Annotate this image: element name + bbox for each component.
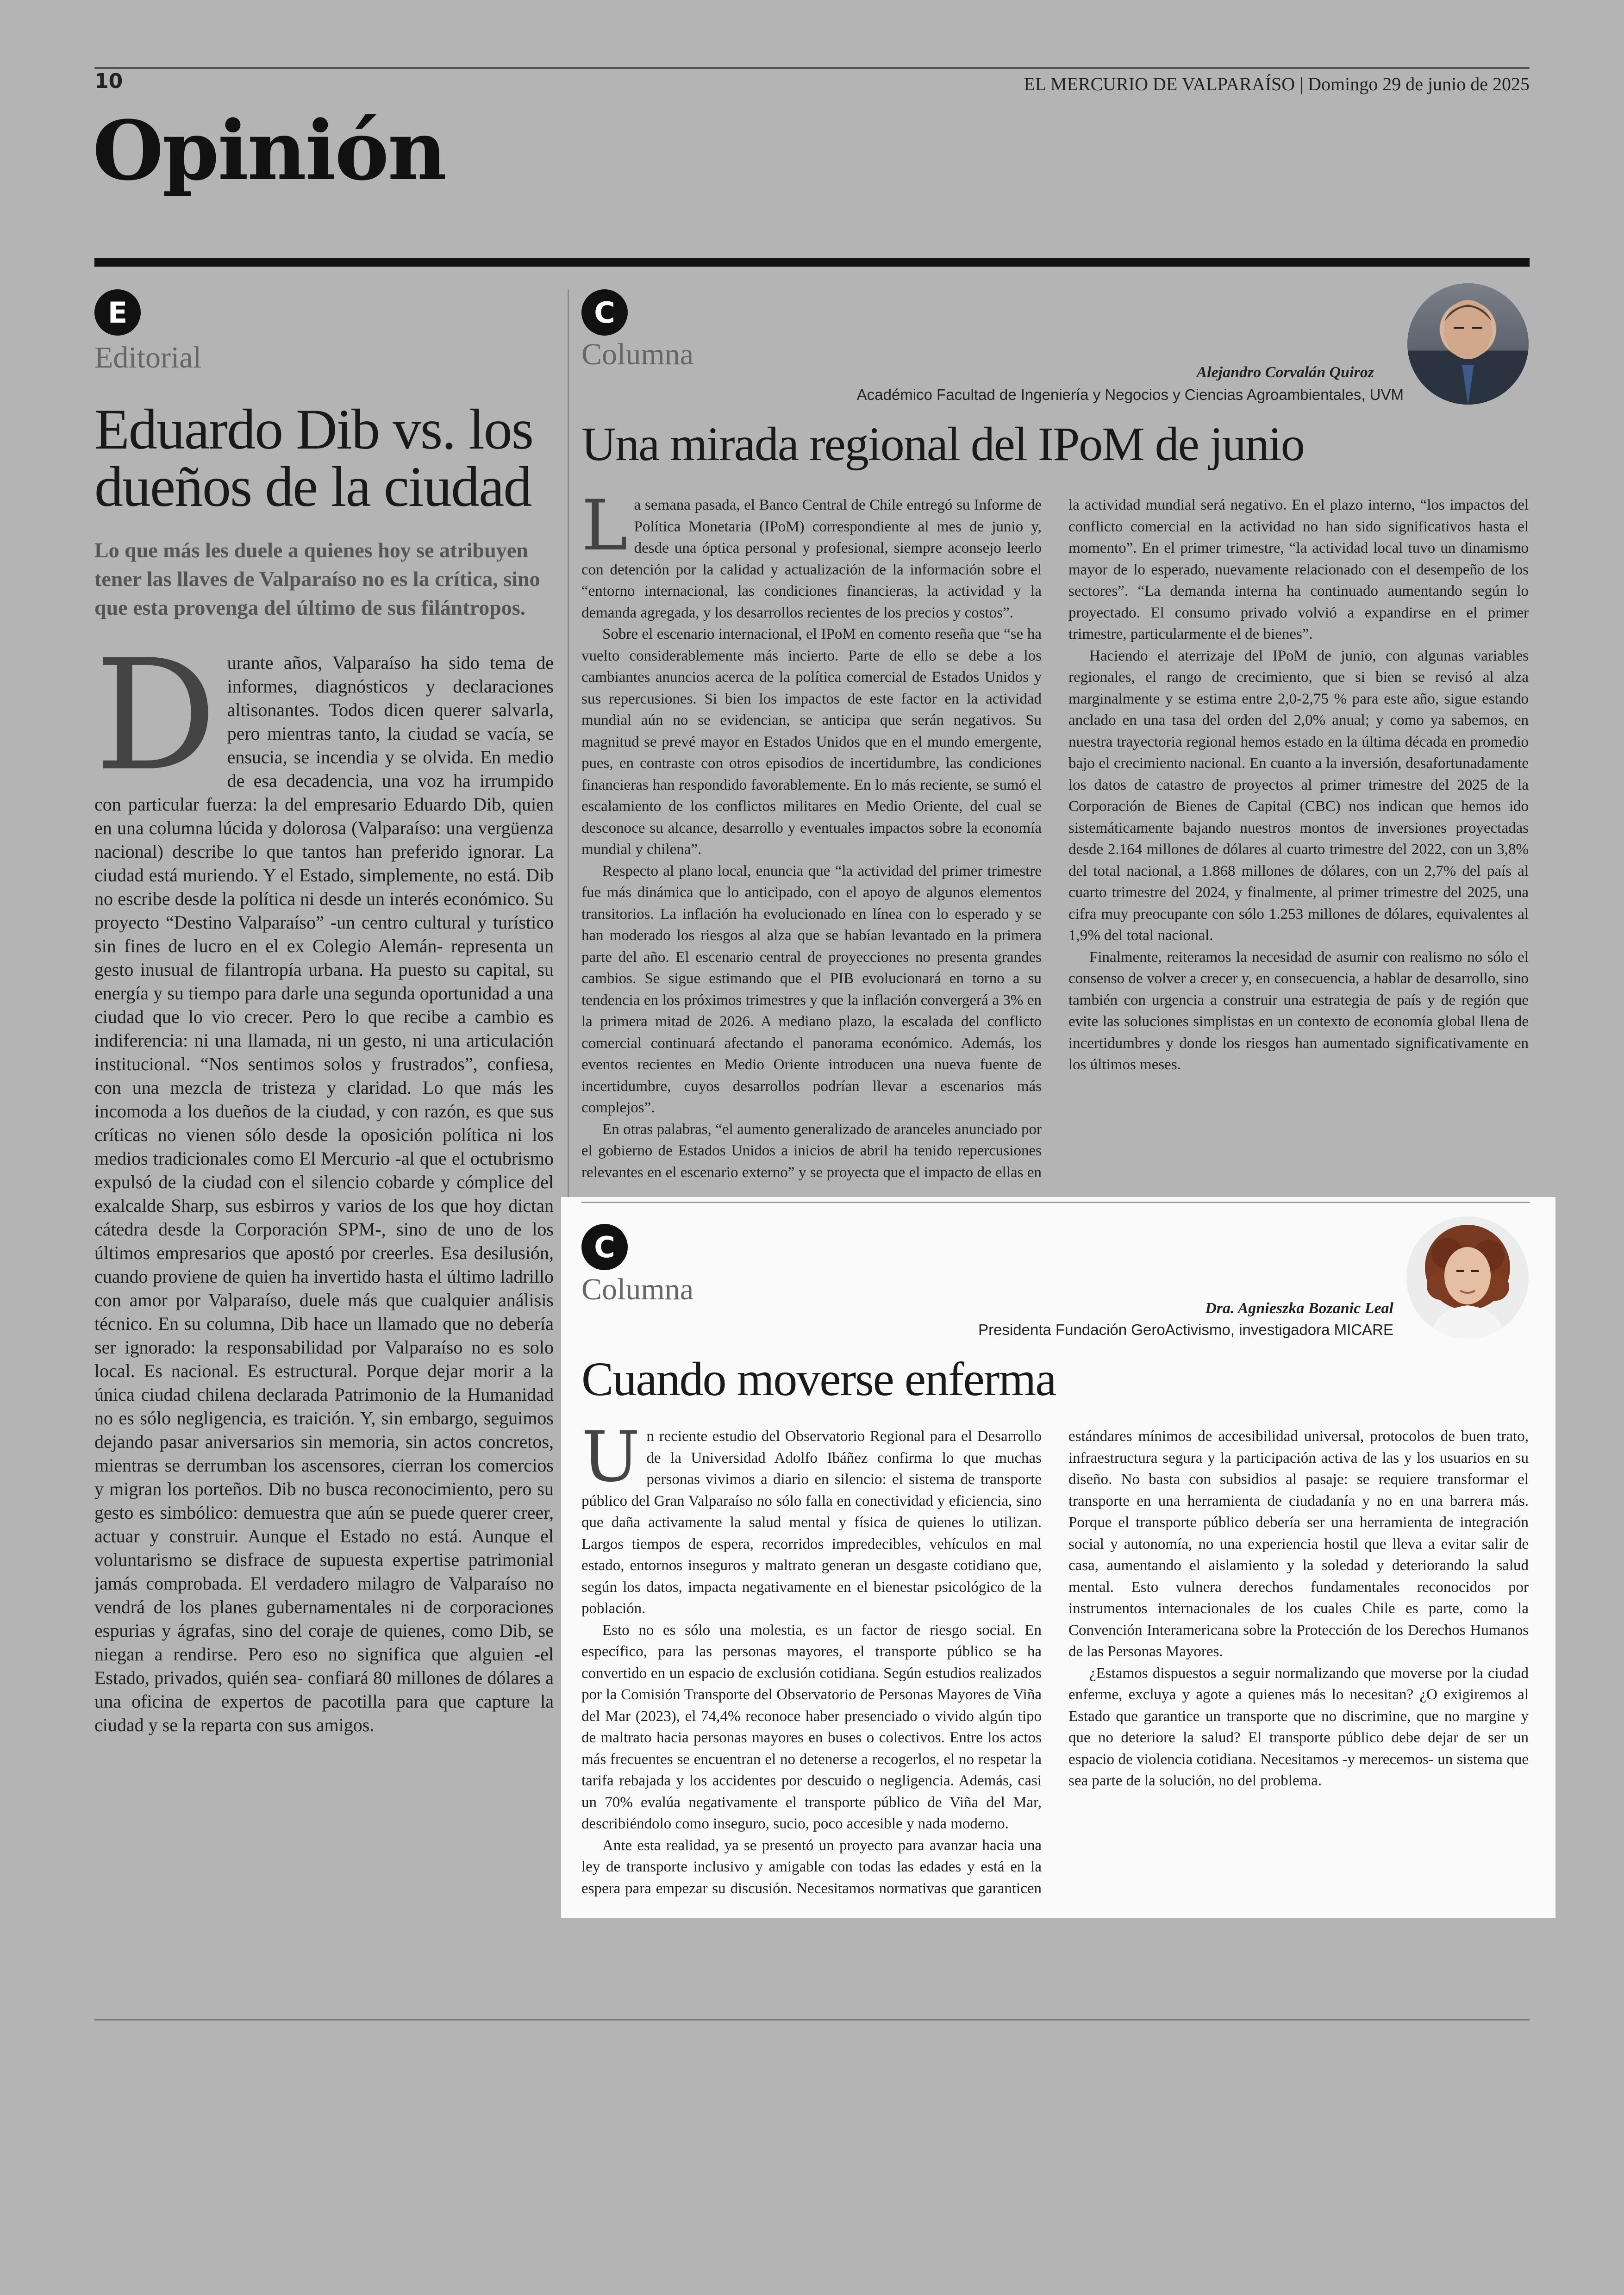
section-rule [94, 258, 1530, 267]
column1-paragraph: Sobre el escenario internacional, el IPoM en comento reseña que “se ha vuelto considerablemente más incierto. Parte de ello se debe a los cambiantes anuncios acerca de la política comercial de Estados Unidos y sus repercusiones. Si bien los impactos de este factor en la actividad mundial aún no se evidencian, se anticipa que serán negativos. Su magnitud se prevé mayor en Estados Unidos que en el mundo emergente, pues, en contraste con otros episodios de incertidumbre, las condiciones financieras han respondido favorablemente. En lo más reciente, se sumó el escalamiento de los conflictos militares en Medio Oriente, del cual se desconoce su alcance, desarrollo y eventuales impactos sobre la economía mundial y chilena”. [581, 626, 1042, 858]
column1-paragraph: En otras palabras, “el aumento generalizado de aranceles anunciado por el gobierno de Estados Unidos a inicios de abril ha tenido repercusiones relevantes en el escenario externo” y se proyecta que el impacto de ellas en la actividad mundial será negativo. En el plazo interno, “los impactos del conflicto comercial en la actividad no han sido significativos hasta el momento”. En el primer trimestre, “la actividad local tuvo un dinamismo mayor de lo esperado, nuevamente relacionado con el desempeño de los sectores”. “La demanda interna ha continuado aumentando según lo proyectado. El consumo privado volvió a expandirse en el primer trimestre, particularmente el de bienes”. [581, 497, 1529, 1181]
editorial-deck: Lo que más les duele a quienes hoy se atribuyen tener las llaves de Valparaíso no es la crítica, sino que esta provenga del último de sus filántropos. [94, 538, 540, 619]
man-portrait-icon [1407, 283, 1529, 405]
column1-author-name: Alejandro Corvalán Quiroz [1196, 364, 1374, 381]
column1-body [581, 486, 1529, 1198]
column2-paragraph: n reciente estudio del Observatorio Regional para el Desarrollo de la Universidad Adolfo Ibáñez confirma lo que muchas personas vivimos a diario en silencio: el sistema de transporte público del Gran Valparaíso no sólo falla en conectividad y eficiencia, sino que daña activamente la salud mental y física de quienes lo utilizan. Largos tiempos de espera, recorridos impredecibles, vehículos en mal estado, entornos inseguros y maltrato generan un desgaste cotidiano que, según los datos, impacta negativamente en el bienestar psicológico de la población. [581, 1428, 1042, 1617]
column1-kicker: Columna [581, 337, 693, 371]
column2-author-role: Presidenta Fundación GeroActivismo, investigadora MICARE [978, 1321, 1393, 1338]
panel-top-rule [581, 1202, 1530, 1203]
column2-badge: C [581, 1224, 628, 1270]
editorial-paragraph: urante años, Valparaíso ha sido tema de informes, diagnósticos y declaraciones altisonantes. Todos dicen querer salvarla, pero mientras tanto, la ciudad se vacía, se ensucia, se incendia y se olvida. En medio de esa decadencia, una voz ha irrumpido con particular fuerza: la del empresario Eduardo Dib, quien en una columna lúcida y dolorosa (Valparaíso: una vergüenza nacional) describe lo que tantos han preferido ignorar. La ciudad está muriendo. Y el Estado, simplemente, no está. Dib no escribe desde la política ni desde un interés económico. Su proyecto “Destino Valparaíso” -un centro cultural y turístico sin fines de lucro en el ex Colegio Alemán- representa un gesto inusual de filantropía urbana. Ha puesto su capital, su energía y su tiempo para darle una segunda oportunidad a una ciudad que lo vio crecer. Pero lo que recibe a cambio es indiferencia: ni una llamada, ni un gesto, ni una articulación institucional. “Nos sentimos solos y frustrados”, confiesa, con una mezcla de tristeza y claridad. Lo que más les incomoda a los dueños de la ciudad, y con razón, es que sus críticas no vienen sólo desde la oposición política ni los medios tradicionales como El Mercurio -al que el octubrismo expulsó de la ciudad con el silencio cobarde y cómplice del exalcalde Sharp, sus esbirros y varios de los que hoy dictan cátedra desde la Corporación SPM-, sino de uno de los últimos empresarios que apostó por creerles. Esa desilusión, cuando proviene de quien ha invertido hasta el último ladrillo con amor por Valparaíso, duele más que cualquier análisis técnico. En su columna, Dib hace un llamado que no debería ser ignorado: la responsabilidad por Valparaíso no es solo local. Es nacional. Es estructural. Porque dejar morir a la única ciudad chilena declarada Patrimonio de la Humanidad no es sólo negligencia, es traición. Y, sin embargo, seguimos dejando pasar aniversarios sin memoria, sin actos concretos, mientras se derrumban los ascensores, cierran los comercios y migran los porteños. Dib no busca reconocimiento, pero su gesto es simbólico: demuestra que aún se puede querer creer, actuar y construir. Aunque el Estado no está. Aunque el voluntarismo se disfrace de supuesta expertise patrimonial jamás comprobada. El verdadero milagro de Valparaíso no vendrá de los planes gubernamentales ni de corporaciones espurias y ágrafas, sino del coraje de quienes, como Dib, se niegan a rendirse. Pero eso no significa que alguien -el Estado, privados, quién sea- confiará 80 millones de dólares a una oficina de expertos de pacotilla para que capture la ciudad y se la reparta con sus amigos. [94, 652, 554, 1735]
woman-portrait-icon [1406, 1216, 1529, 1339]
column2-body [581, 1417, 1529, 1907]
editorial-badge: E [94, 289, 141, 336]
column2-paragraph: Esto no es sólo una molestia, es un factor de riesgo social. En específico, para las personas mayores, el transporte público se ha convertido en un espacio de exclusión cotidiana. Según estudios realizados por la Comisión Transporte del Observatorio de Personas Mayores de Viña del Mar (2023), el 74,4% reconoce haber presenciado o vivido algún tipo de maltrato hacia personas mayores en buses o colectivos. Entre los actos más frecuentes se encuentran el no detenerse a recogerlos, el no respetar la tarifa rebajada y los accidentes por descuido o negligencia. Además, casi un 70% evalúa negativamente el transporte público de Viña del Mar, describiéndolo como inseguro, sucio, poco accesible y nada moderno. [581, 1621, 1042, 1832]
editorial-kicker: Editorial [94, 341, 201, 374]
column1-author-role: Académico Facultad de Ingeniería y Negocios y Ciencias Agroambientales, UVM [856, 386, 1404, 403]
page-number: 10 [94, 69, 123, 93]
section-title: Opinión [93, 103, 446, 199]
column1-paragraph: Respecto al plano local, enuncia que “la actividad del primer trimestre fue más dinámica que lo anticipado, con el apoyo de algunos elementos transitorios. La inflación ha evolucionado en línea con lo esperado y se han moderado los riesgos al alza que se habían levantado en la primera parte del año. El escenario central de proyecciones no presenta grandes cambios. Se sigue estimando que el PIB evolucionará en torno a su tendencia en los próximos trimestres y que la inflación convergerá a 3% en la primera mitad de 2026. A mediano plazo, la escalada del conflicto comercial continuará afectando el panorama económico. Además, los eventos recientes en Medio Oriente introducen una nueva fuente de incertidumbre, cuyos desarrollos podrían llevar a escenarios más complejos”. [581, 862, 1042, 1116]
top-rule [94, 67, 1530, 69]
editorial-dropcap: D [94, 651, 217, 804]
column1-headline: Una mirada regional del IPoM de junio [581, 418, 1304, 471]
column1-paragraph: Haciendo el aterrizaje del IPoM de junio, con algunas variables regionales, el rango de crecimiento, que si bien se revisó al alza marginalmente y se estima entre 2,0-2,75 % para este año, sigue estando anclado en una tasa del orden del 2,0% anual; y como ya sabemos, en nuestra trayectoria regional hemos estado en la última década en promedio bajo el crecimiento nacional. En cuanto a la inversión, desafortunadamente los datos de catastro de proyectos al primer trimestre del 2025 de la Corporación de Bienes de Capital (CBC) nos indican que hemos ido sistemáticamente bajando nuestros montos de inversiones proyectadas desde 2.164 millones de dólares al cuarto trimestre del 2022, con un 3,8% del total nacional, a 1.868 millones de dólares, con un 2,7% del país al cuarto trimestre del 2024, y finalmente, al primer trimestre del 2025, una cifra muy preocupante con sólo 1.253 millones de dólares, equivalentes al 1,9% del total nacional. [1068, 647, 1529, 944]
column2-kicker: Columna [581, 1272, 693, 1306]
bottom-rule [94, 2019, 1530, 2021]
column2-dropcap: U [581, 1417, 640, 1497]
column1-author-photo [1407, 283, 1529, 405]
column2-paragraph: ¿Estamos dispuestos a seguir normalizando que moverse por la ciudad enferme, excluya y agote a quienes más lo necesitan? ¿O exigiremos al Estado que garantice un transporte que no discrimine, que no margine y que no deteriore la salud? El transporte público debe dejar de ser un espacio de violencia cotidiana. Necesitamos -y merecemos- un sistema que sea parte de la solución, no del problema. [1068, 1665, 1529, 1789]
column2-author-photo [1406, 1216, 1529, 1339]
column2-headline: Cuando moverse enferma [581, 1353, 1056, 1406]
column1-badge: C [581, 289, 628, 336]
column2-paragraph: Ante esta realidad, ya se presentó un proyecto para avanzar hacia una ley de transporte inclusivo y amigable con todas las edades y está en la espera para empezar su discusión. Necesitamos normativas que garanticen estándares mínimos de accesibilidad universal, protocolos de buen trato, infraestructura segura y la participación activa de las y los usuarios en su diseño. No basta con subsidios al pasaje: se requiere transformar el transporte en una herramienta de ciudadanía y no en una barrera más. Porque el transporte público debería ser una herramienta de integración social y autonomía, no una experiencia hostil que lleva a evitar salir de casa, aumentando el aislamiento y la soledad y deteriorando la salud mental. Esto vulnera derechos fundamentales reconocidos por instrumentos internacionales de los cuales Chile es parte, como la Convención Interamericana sobre la Protección de los Derechos Humanos de las Personas Mayores. [581, 1428, 1529, 1897]
column1-paragraph: a semana pasada, el Banco Central de Chile entregó su Informe de Política Monetaria (IPoM) correspondiente al mes de junio y, desde una óptica personal y profesional, siempre aconsejo leerlo con detención por la calidad y actualización de la información sobre el “entorno internacional, las condiciones financieras, la actividad y la demanda agregada, y los desarrollos recientes de los precios y costos”. [581, 497, 1042, 621]
editorial-body [94, 651, 554, 1919]
column-transporte-panel [561, 1197, 1555, 1918]
column1-paragraph: Finalmente, reiteramos la necesidad de asumir con realismo no sólo el consenso de volver a crecer y, en consecuencia, a hablar de desarrollo, sino también con urgencia a construir una estrategia de país y de región que evite las soluciones simplistas en un contexto de economía global llena de incertidumbres y donde los riesgos han aumentado significativamente en los últimos meses. [1068, 948, 1529, 1073]
column1-dropcap: L [581, 486, 628, 566]
editorial-headline: Eduardo Dib vs. los dueños de la ciudad [94, 398, 533, 518]
masthead: EL MERCURIO DE VALPARAÍSO | Domingo 29 de junio de 2025 [1024, 74, 1530, 94]
column2-author-name: Dra. Agnieszka Bozanic Leal [1205, 1300, 1393, 1317]
